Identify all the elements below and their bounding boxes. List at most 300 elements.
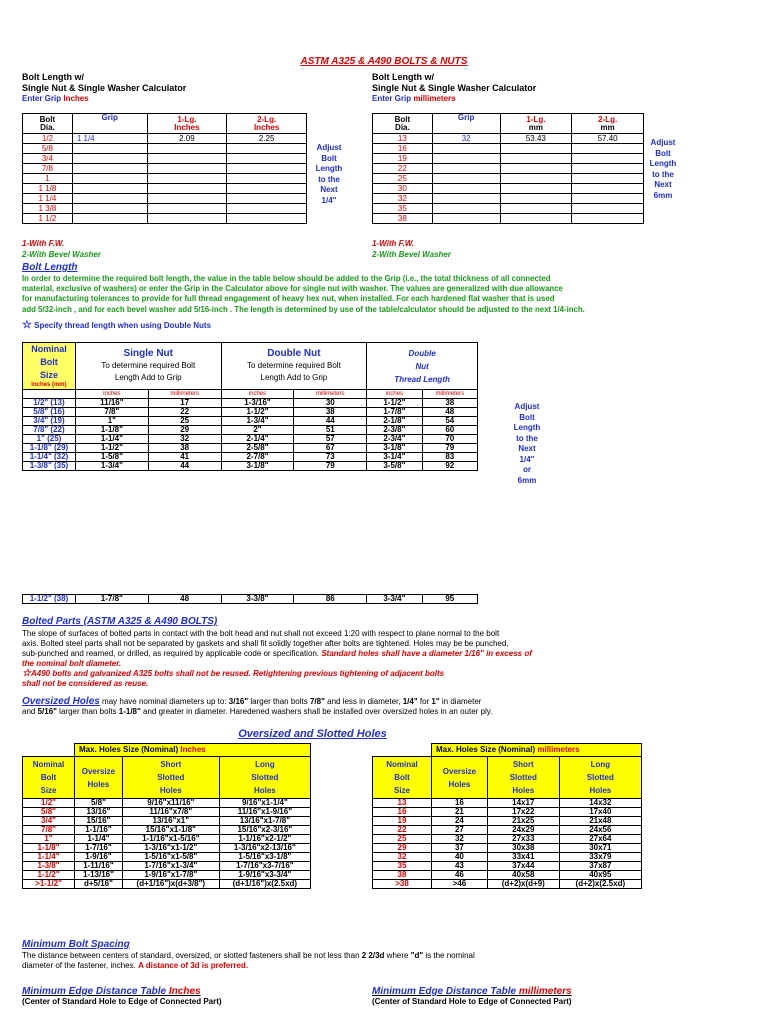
note-bevel: 2-With Bevel Washer [372,250,451,259]
nominal-size: 1-1/2" [23,871,75,880]
nominal-size: 1-1/4" [23,853,75,862]
nominal-size: 1/2" (13) [23,399,76,408]
nut-table [22,342,478,471]
calc-cell: 1 1/8 [23,184,73,194]
adjust-line: Adjust [514,402,540,411]
nut-value: 2-3/8" [367,426,422,435]
hole-size: 40 [432,853,488,862]
max-size-label: Max. Holes Size (Nominal) [79,745,179,754]
nut-value: 22 [148,408,221,417]
calc-row [23,154,307,164]
hole-size: 14x32 [559,799,641,808]
adjust-line: Length [649,159,677,168]
text: 7/8" [309,697,325,706]
edge-inches-block [22,986,222,1006]
edge-sub: (Center of Standard Hole to Edge of Connected Part) [372,997,572,1006]
grip-input[interactable] [72,214,147,224]
spacing-heading: Minimum Bolt Spacing [22,939,130,950]
slot-col-title: Bolt [394,773,410,782]
calc-cell [147,184,227,194]
grip-input[interactable] [432,204,500,214]
note-fw: 1-With F.W. [22,239,64,248]
hole-size: 11/16"x7/8" [122,808,219,817]
hole-size: 14x17 [487,799,559,808]
calculator-mm [372,72,536,104]
calc-row [373,204,644,214]
slot-col-header [219,757,310,799]
enter-grip-unit: Inches [63,94,89,103]
nominal-size: 1-1/2" (38) [23,595,76,604]
bolted-parts-heading: Bolted Parts (ASTM A325 & A490 BOLTS) [22,616,218,627]
nominal-size: 1-3/8" [23,862,75,871]
slot-col-title: Slotted [509,773,537,782]
text: larger than bolts [248,697,310,706]
hole-size: 40x95 [559,871,641,880]
hole-size: 30x71 [559,844,641,853]
nut-value: 3-5/8" [367,462,422,471]
adjust-line: 6mm [517,475,537,485]
calc-cell [572,154,644,164]
nominal-size: 22 [373,826,432,835]
slot-col-title: Short [512,760,534,769]
calc-cell: 30 [373,184,433,194]
adjust-line: 1/4" [321,195,337,205]
nut-value: 7/8" [75,408,148,417]
page-title: ASTM A325 & A490 BOLTS & NUTS [300,56,468,67]
hole-size: 33x41 [487,853,559,862]
nut-value: 44 [294,417,367,426]
calc-cell: 1 1/4 [23,194,73,204]
slot-col-title: Holes [589,786,612,795]
calc-cell: 57.40 [572,134,644,144]
slot-col-title: Size [393,786,410,795]
h-thread: Thread Length [394,374,450,384]
calc-heading-1: Bolt Length w/ [372,72,434,82]
calc-row [373,134,644,144]
text: and less in diameter, [324,697,403,706]
h-units: Inches (mm) [31,382,67,388]
sub-inches: inches [367,390,422,399]
hole-size: 13/16"x1-7/8" [219,817,310,826]
nut-value: 92 [422,462,477,471]
nominal-size: 5/8" [23,808,75,817]
nut-row [23,462,478,471]
nut-value: 1-3/16" [221,399,294,408]
adjust-line: Adjust [650,138,676,147]
sub-inches: inches [221,390,294,399]
hole-size: >46 [432,880,488,889]
adjust-line: to the [516,433,538,443]
calc-row [23,194,307,204]
grip-input[interactable] [72,174,147,184]
h-double-sub: Length Add to Grip [260,373,328,382]
calculator-inches [22,72,186,104]
calc-cell [147,164,227,174]
slot-col-header [432,757,488,799]
col-bolt: Bolt [394,114,411,124]
hole-size: 24 [432,817,488,826]
grip-input[interactable] [432,174,500,184]
oversized-heading: Oversized Holes [22,696,100,707]
col-dia: Dia. [40,122,55,132]
nut-value: 48 [148,595,221,604]
star-icon: ☆ [22,319,32,331]
nominal-size: >1-1/2" [23,880,75,889]
hole-size: 27x33 [487,835,559,844]
hole-size: 30x38 [487,844,559,853]
calc-cell: 22 [373,164,433,174]
nut-value: 38 [422,399,477,408]
nominal-size: 1" [23,835,75,844]
slot-col-title: Bolt [40,773,57,782]
nominal-size: 5/8" (16) [23,408,76,417]
calc-row [373,144,644,154]
max-size-unit: Inches [180,745,206,754]
hole-size: 24x29 [487,826,559,835]
slot-col-title: Nominal [386,760,418,769]
grip-input[interactable] [432,184,500,194]
calc-cell [147,204,227,214]
adjust-note-inches [311,143,347,206]
calc-cell: 1 [23,174,73,184]
slot-col-title: Oversize [442,766,477,776]
nominal-size: 13 [373,799,432,808]
nut-value: 79 [422,444,477,453]
hole-size: 27 [432,826,488,835]
hole-size: 1-7/16" [75,844,123,853]
std-hole-note: Standard holes shall have a diameter 1/16" in excess of [321,649,532,658]
hole-size: 1-7/16"x1-3/4" [122,862,219,871]
calc-cell [500,144,572,154]
nut-value: 2" [221,426,294,435]
calc-row [23,164,307,174]
reuse-note: A490 bolts and galvanized A325 bolts shall not be reused. Retightening previous tightening of adjacent bolts [30,669,445,678]
nut-value: 17 [148,399,221,408]
nut-value: 30 [294,399,367,408]
nominal-size: 19 [373,817,432,826]
nominal-size: >38 [373,880,432,889]
nut-value: 95 [422,595,477,604]
slotted-table-inches [22,743,311,889]
nut-value: 51 [294,426,367,435]
hole-size: 15/16"x2-3/16" [219,826,310,835]
hole-size: 33x79 [559,853,641,862]
hole-size: 15/16" [75,817,123,826]
nominal-size: 32 [373,853,432,862]
adjust-line: Length [315,164,343,173]
nut-table-last-row [22,594,478,604]
edge-mm-block [372,986,572,1006]
adjust-line: Length [513,423,541,432]
text: for [417,697,432,706]
hole-size: 13/16"x1" [122,817,219,826]
edge-heading: Minimum Edge Distance Table [22,986,169,997]
slot-col-title: Nominal [32,760,65,769]
hole-size: 9/16"x1-1/4" [219,799,310,808]
nut-value: 1-3/4" [221,417,294,426]
col-2-unit: mm [600,122,615,132]
nominal-size: 1-1/8" (29) [23,444,76,453]
sub-mm: millimeters [148,390,221,399]
nut-value: 38 [148,444,221,453]
edge-sub: (Center of Standard Hole to Edge of Connected Part) [22,997,222,1006]
nut-value: 11/16" [75,399,148,408]
text: The distance between centers of standard, oversized, or slotted fasteners shall be not less than [22,951,362,960]
hole-size: 40x58 [487,871,559,880]
adjust-line: Next [518,444,536,453]
h-double-sub: To determine required Bolt [246,361,341,370]
calc-cell: 1 1/2 [23,214,73,224]
grip-input[interactable] [432,144,500,154]
nut-value: 2-1/8" [367,417,422,426]
calc-row [23,214,307,224]
grip-input[interactable] [432,154,500,164]
adjust-line: to the [318,174,340,184]
adjust-line: 1/4" [519,454,535,464]
nut-value: 1-7/8" [367,408,422,417]
grip-input[interactable] [72,144,147,154]
grip-input[interactable] [72,204,147,214]
bolted-parts-text [22,629,762,689]
calc-cell [147,154,227,164]
para-line: In order to determine the required bolt length, the value in the table below should be added to the Grip (i.e., the total thickness of all connected [22,274,551,283]
h-thread: Double [408,348,436,358]
para-line: axis. Bolted steel parts shall not be separated by gaskets and shall fit solidly together after bolts are tightened. Holes may be be punched, [22,639,509,648]
sub-inches: inches [75,390,148,399]
nut-value: 48 [422,408,477,417]
nut-value: 2-3/4" [367,435,422,444]
text: and greater in diameter. Haredened washers shall be installed over oversized holes in an outer ply. [140,707,493,716]
grip-input[interactable] [72,164,147,174]
col-1-unit: Inches [174,122,200,132]
calc-cell [500,204,572,214]
grip-input[interactable] [72,184,147,194]
nut-value: 73 [294,453,367,462]
slot-col-title: Holes [448,779,471,789]
calc-cell [572,204,644,214]
calc-row [373,194,644,204]
adjust-line: Next [320,185,338,194]
h-single-sub: Length Add to Grip [114,373,182,382]
grip-input[interactable] [72,154,147,164]
calc-table-mm [372,113,644,224]
h-thread: Nut [415,361,429,371]
slot-col-title: Long [255,760,275,769]
calc-cell [147,194,227,204]
calc-cell: 7/8 [23,164,73,174]
hole-size: 11/16"x1-9/16" [219,808,310,817]
calc-cell [572,214,644,224]
nominal-size: 1-1/4" (32) [23,453,76,462]
nut-value: 1" [75,417,148,426]
adjust-line: Bolt [321,153,337,163]
calc-cell: 2.25 [227,134,307,144]
thread-note [22,318,211,331]
slot-col-title: Size [40,786,57,795]
nut-value: 70 [422,435,477,444]
hole-size: d+5/16" [75,880,123,889]
slot-col-header [122,757,219,799]
calc-cell [227,214,307,224]
col-2-lg: 2-Lg. [257,114,277,124]
adjust-line: Bolt [519,412,535,422]
star-icon: ☆ [22,668,31,679]
nut-value: 1-1/2" [367,399,422,408]
hole-size: 17x40 [559,808,641,817]
col-dia: Dia. [395,122,410,132]
text: may have nominal diameters up to: [102,697,229,706]
para-line: for manufacturing tolerances to provide for full thread engagement of heavy hex nut, when installed. For each hardened flat washer that is used [22,294,555,304]
nut-value: 2-5/8" [221,444,294,453]
calc-row [23,174,307,184]
hole-size: 13/16" [75,808,123,817]
hole-size: 1-5/16"x3-1/8" [219,853,310,862]
nut-value: 57 [294,435,367,444]
hole-size: 1-1/16"x1-5/16" [122,835,219,844]
col-grip: Grip [432,114,500,134]
calc-cell: 19 [373,154,433,164]
nut-value: 3-1/4" [367,453,422,462]
hole-size: 37x87 [559,862,641,871]
hole-size: 1-1/4" [75,835,123,844]
calc-cell: 16 [373,144,433,154]
nut-value: 3-1/8" [367,444,422,453]
grip-input[interactable] [432,164,500,174]
col-1-unit: mm [528,122,543,132]
para-line: add 5/32-inch , and for each bevel washer add 5/16-inch . The length is determined by use of the table/calculator should be adjusted to the next 1/4-inch. [22,304,585,314]
col-bolt: Bolt [39,114,56,124]
nut-value: 41 [148,453,221,462]
calc-heading-2: Single Nut & Single Washer Calculator [22,83,187,93]
slot-col-title: Holes [87,779,110,789]
nut-value: 25 [148,417,221,426]
calc-cell [227,144,307,154]
calc-cell [500,194,572,204]
nominal-size: 1" (25) [23,435,76,444]
nominal-size: 16 [373,808,432,817]
calc-row [23,144,307,154]
grip-input[interactable]: 32 [432,134,500,144]
calc-cell: 13 [373,134,433,144]
slot-col-header [373,757,432,799]
h-single-nut: Single Nut [123,348,173,359]
nut-value: 3-3/8" [221,595,294,604]
h-nominal: Nominal [31,344,67,354]
calc-cell [500,164,572,174]
slot-col-title: Slotted [251,773,279,782]
nut-value: 79 [294,462,367,471]
hole-size: 37x44 [487,862,559,871]
spacing-text [22,951,762,971]
text: "d" [410,951,424,960]
hole-size: (d+1/16")x(d+3/8") [122,880,219,889]
edge-unit: millimeters [518,986,572,997]
nominal-size: 7/8" [23,826,75,835]
adjust-line: Adjust [316,143,342,152]
calc-cell [572,184,644,194]
calc-cell: 35 [373,204,433,214]
nut-value: 83 [422,453,477,462]
nut-value: 1-1/8" [75,426,148,435]
nut-row [23,417,478,426]
nut-value: 3-1/8" [221,462,294,471]
hole-size: 21 [432,808,488,817]
calc-cell [227,184,307,194]
nominal-size: 3/4" [23,817,75,826]
adjust-line: Bolt [655,148,671,158]
calc-cell [147,214,227,224]
calc-row [23,134,307,144]
calc-row [373,184,644,194]
text: and [22,707,38,716]
text: is the nominal [423,951,475,960]
slot-col-title: Short [160,760,182,769]
nut-value: 54 [422,417,477,426]
nut-value: 1-3/4" [75,462,148,471]
hole-size: 21x48 [559,817,641,826]
calc-cell: 3/4 [23,154,73,164]
nominal-size: 35 [373,862,432,871]
calc-cell: 32 [373,194,433,204]
text: 3/16" [228,697,249,706]
nominal-size: 3/4" (19) [23,417,76,426]
col-2-lg: 2-Lg. [598,114,618,124]
slot-col-title: Slotted [586,773,614,782]
hole-size: 1-11/16" [75,862,123,871]
nominal-size: 1-1/8" [23,844,75,853]
enter-grip-label: Enter Grip [22,94,62,103]
grip-input[interactable] [432,214,500,224]
hole-size: (d+2)x(d+9) [487,880,559,889]
std-hole-note-2: the nominal bolt diameter. [22,659,122,668]
text: larger than bolts [56,707,119,716]
slot-row [23,880,311,889]
hole-size: 17x22 [487,808,559,817]
calc-row [373,174,644,184]
slot-col-title: Oversize [81,766,116,776]
slot-col-title: Slotted [157,773,185,782]
nut-value: 1-5/8" [75,453,148,462]
hole-size: 32 [432,835,488,844]
adjust-line: to the [652,169,674,179]
grip-input[interactable] [72,194,147,204]
grip-input[interactable] [432,194,500,204]
grip-input[interactable]: 1 1/4 [72,134,147,144]
sub-mm: millimeters [294,390,367,399]
nut-value: 3-3/4" [367,595,422,604]
nominal-size: 38 [373,871,432,880]
bolt-length-heading: Bolt Length [22,262,78,273]
hole-size: 21x25 [487,817,559,826]
calc-row [23,204,307,214]
edge-unit: Inches [168,986,201,997]
calc-cell: 53.43 [500,134,572,144]
hole-size: 1-1/16" [75,826,123,835]
calc-cell [572,164,644,174]
calc-cell [500,184,572,194]
adjust-note-nut [502,402,552,486]
text: 1/4" [402,697,418,706]
h-double-nut: Double Nut [267,348,321,359]
hole-size: 1-9/16"x3-3/4" [219,871,310,880]
nominal-size: 1-3/8" (35) [23,462,76,471]
adjust-note-mm [645,138,681,201]
nut-value: 67 [294,444,367,453]
slot-col-header [75,757,123,799]
nut-value: 2-7/8" [221,453,294,462]
slot-col-title: Holes [512,786,535,795]
col-1-lg: 1-Lg. [177,114,197,124]
